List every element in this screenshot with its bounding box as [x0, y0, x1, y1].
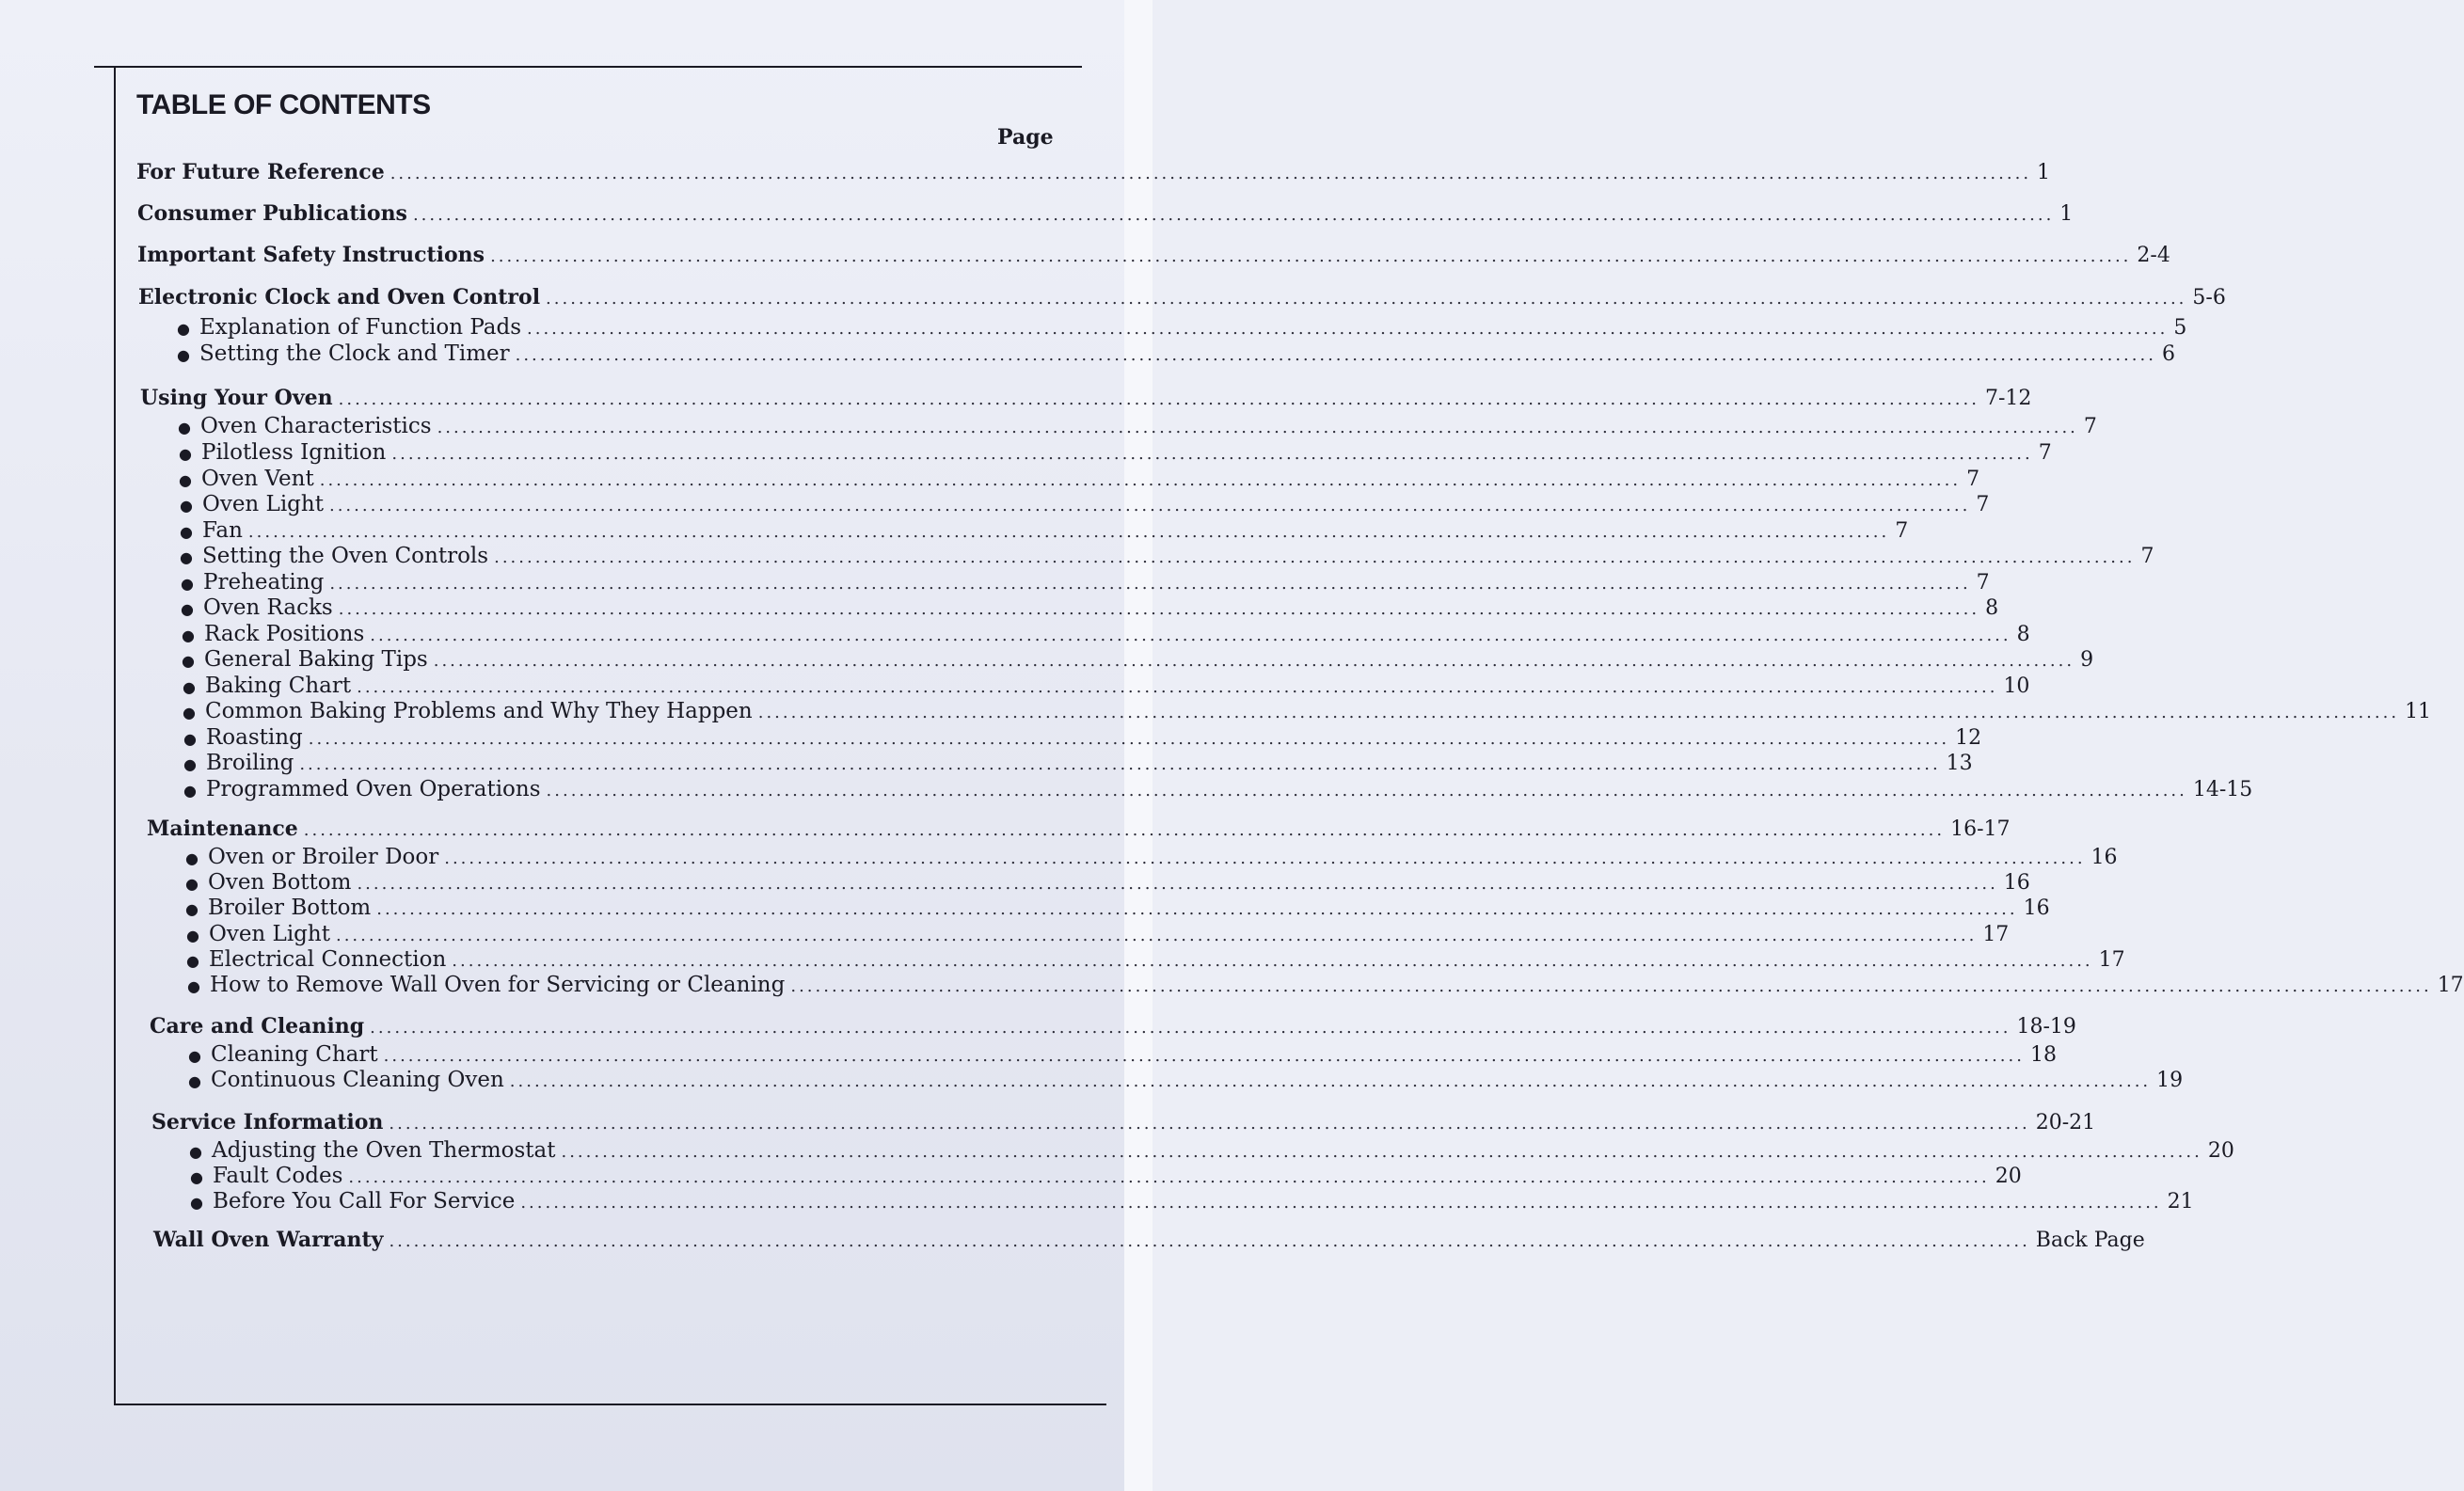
dot-leader: ........................................................................................................................................................................................................ [376, 899, 2018, 919]
toc-subentry [182, 647, 2094, 672]
toc-entry-page: Back Page [2035, 1229, 2145, 1252]
bullet-icon: ● [186, 952, 199, 970]
bullet-icon: ● [190, 1168, 203, 1186]
toc-subentry [182, 622, 2030, 646]
toc-entry-page: 20 [2207, 1139, 2234, 1163]
dot-leader: ........................................................................................................................................................................................................ [412, 205, 2055, 225]
toc-entry-page: 5 [2173, 316, 2187, 340]
toc-entry-page: 17 [2098, 948, 2125, 972]
toc-section-entry [136, 160, 2051, 184]
toc-entry-page: 16 [2090, 846, 2118, 869]
toc-section-entry [140, 386, 2032, 410]
toc-entry-page: 9 [2080, 648, 2094, 672]
toc-section-entry [147, 817, 2011, 841]
dot-leader: ........................................................................................................................................................................................................ [509, 1071, 2152, 1091]
toc-entry-page: 8 [1985, 596, 1999, 620]
dot-leader: ........................................................................................................................................................................................................ [444, 849, 2086, 868]
toc-subentry [190, 1164, 2022, 1188]
toc-subentry [180, 544, 2154, 568]
toc-subentry [185, 845, 2118, 869]
bullet-icon: ● [180, 497, 193, 515]
toc-entry-page: 20 [1995, 1165, 2022, 1188]
dot-leader: ........................................................................................................................................................................................................ [433, 651, 2075, 671]
toc-subentry [188, 1042, 2057, 1067]
dot-leader: ........................................................................................................................................................................................................ [527, 319, 2169, 339]
toc-subentry [183, 777, 2253, 801]
dot-leader: ........................................................................................................................................................................................................ [391, 444, 2033, 464]
toc-subentry [179, 440, 2052, 465]
toc-subentry [189, 1138, 2234, 1163]
bullet-icon: ● [183, 782, 197, 800]
dot-leader: ........................................................................................................................................................................................................ [319, 470, 1962, 490]
toc-entry-label: Electrical Connection [208, 947, 447, 972]
toc-entry-label: Oven Light [208, 922, 330, 946]
bullet-icon: ● [180, 548, 193, 566]
toc-entry-page: 18 [2029, 1043, 2057, 1067]
toc-section-entry [150, 1014, 2076, 1039]
dot-leader: ........................................................................................................................................................................................................ [338, 389, 1979, 409]
toc-section-entry [153, 1228, 2145, 1252]
toc-entry-page: 19 [2156, 1069, 2184, 1092]
toc-entry-label: Adjusting the Oven Thermostat [211, 1138, 556, 1163]
dot-leader: ........................................................................................................................................................................................................ [303, 820, 1946, 840]
toc-entry-page: 8 [2016, 623, 2030, 646]
toc-subentry [177, 341, 2175, 366]
bullet-icon: ● [186, 927, 199, 944]
toc-subentry [183, 674, 2030, 698]
bullet-icon: ● [183, 704, 196, 722]
bullet-icon: ● [182, 627, 195, 644]
bullet-icon: ● [190, 1194, 203, 1212]
toc-entry-page: 14-15 [2192, 778, 2253, 801]
toc-entry-page: 6 [2161, 342, 2175, 366]
toc-entry-label: Important Safety Instructions [137, 243, 485, 267]
bullet-icon: ● [189, 1143, 202, 1161]
toc-subentry [185, 870, 2030, 895]
dot-leader: ........................................................................................................................................................................................................ [790, 976, 2432, 996]
dot-leader: ........................................................................................................................................................................................................ [247, 522, 1890, 542]
toc-entry-label: Rack Positions [203, 622, 365, 646]
toc-subentry [181, 570, 1990, 595]
toc-entry-label: Oven Bottom [207, 870, 352, 895]
toc-subentry [181, 595, 1999, 620]
bullet-icon: ● [183, 678, 196, 696]
dot-leader: ........................................................................................................................................................................................................ [357, 677, 1998, 697]
dot-leader: ........................................................................................................................................................................................................ [520, 1193, 2162, 1213]
dot-leader: ........................................................................................................................................................................................................ [515, 345, 2156, 365]
toc-entry-page: 21 [2167, 1190, 2194, 1213]
dot-leader: ........................................................................................................................................................................................................ [757, 703, 2400, 722]
toc-entry-page: 16 [2003, 871, 2030, 895]
dot-leader: ........................................................................................................................................................................................................ [546, 781, 2187, 801]
toc-entry-label: Fault Codes [212, 1164, 343, 1188]
toc-entry-label: Common Baking Problems and Why They Happen [204, 699, 753, 723]
toc-entry-label: Consumer Publications [137, 201, 407, 226]
toc-entry-label: Oven or Broiler Door [207, 845, 439, 869]
bullet-icon: ● [178, 419, 191, 436]
dot-leader: ........................................................................................................................................................................................................ [546, 289, 2187, 309]
bullet-icon: ● [179, 471, 192, 489]
toc-entry-label: Cleaning Chart [210, 1042, 378, 1067]
dot-leader: ........................................................................................................................................................................................................ [357, 874, 1998, 894]
dot-leader: ........................................................................................................................................................................................................ [389, 164, 2032, 183]
toc-entry-label: Broiler Bottom [207, 896, 372, 920]
toc-entry-page: 17 [2437, 974, 2464, 997]
toc-entry-label: Service Information [151, 1110, 384, 1134]
dot-leader: ........................................................................................................................................................................................................ [370, 626, 2011, 645]
toc-entry-page: 11 [2405, 700, 2432, 723]
dot-leader: ........................................................................................................................................................................................................ [452, 951, 2093, 971]
toc-entry-page: 7 [2140, 545, 2154, 568]
toc-entry-page: 7 [1976, 571, 1990, 595]
bullet-icon: ● [177, 346, 190, 364]
bullet-icon: ● [179, 445, 192, 463]
toc-entry-label: General Baking Tips [203, 647, 428, 672]
toc-subentry [178, 414, 2097, 438]
toc-entry-label: How to Remove Wall Oven for Servicing or Cleaning [209, 973, 786, 997]
dot-leader: ........................................................................................................................................................................................................ [348, 1167, 1990, 1187]
dot-leader: ........................................................................................................................................................................................................ [437, 418, 2078, 437]
toc-subentry [186, 947, 2125, 972]
toc-entry-page: 17 [1982, 923, 2010, 946]
toc-entry-page: 2-4 [2137, 244, 2170, 267]
bullet-icon: ● [177, 320, 190, 338]
page-column-heading: Page [997, 125, 1054, 150]
toc-entry-page: 13 [1946, 752, 1973, 775]
bullet-icon: ● [188, 1072, 201, 1090]
toc-entry-label: Oven Characteristics [199, 414, 432, 438]
dot-leader: ........................................................................................................................................................................................................ [370, 1018, 2011, 1038]
toc-entry-label: Fan [201, 518, 243, 543]
toc-subentry [177, 315, 2187, 340]
toc-subentry [187, 973, 2464, 997]
bullet-icon: ● [185, 900, 199, 918]
bullet-icon: ● [183, 730, 197, 748]
bullet-icon: ● [187, 977, 200, 995]
toc-entry-label: Setting the Oven Controls [201, 544, 489, 568]
page-title: TABLE OF CONTENTS [136, 89, 431, 120]
toc-section-entry [137, 201, 2074, 226]
dot-leader: ........................................................................................................................................................................................................ [308, 729, 1950, 749]
bullet-icon: ● [183, 755, 197, 773]
toc-entry-page: 5-6 [2192, 286, 2226, 309]
toc-entry-label: Roasting [205, 725, 303, 750]
toc-entry-page: 7 [1966, 468, 1980, 491]
dot-leader: ........................................................................................................................................................................................................ [389, 1114, 2030, 1134]
toc-entry-label: Electronic Clock and Oven Control [138, 285, 541, 309]
toc-entry-page: 16-17 [1950, 817, 2011, 841]
toc-entry-page: 7 [2083, 415, 2097, 438]
toc-subentry [183, 725, 1982, 750]
toc-entry-page: 1 [2037, 161, 2051, 184]
bullet-icon: ● [188, 1047, 201, 1065]
toc-subentry [190, 1189, 2194, 1213]
toc-entry-label: Preheating [202, 570, 325, 595]
toc-entry-label: Using Your Oven [140, 386, 333, 410]
toc-entry-label: Maintenance [147, 817, 298, 841]
toc-entry-page: 20-21 [2035, 1111, 2096, 1134]
dot-leader: ........................................................................................................................................................................................................ [389, 1231, 2030, 1251]
toc-entry-label: Before You Call For Service [212, 1189, 516, 1213]
toc-subentry [188, 1068, 2184, 1092]
toc-section-entry [151, 1110, 2096, 1134]
toc-entry-page: 7 [1976, 493, 1990, 516]
dot-leader: ........................................................................................................................................................................................................ [338, 599, 1980, 619]
toc-entry-page: 16 [2023, 896, 2050, 920]
toc-entry-label: Broiling [205, 751, 294, 775]
toc-entry-label: Oven Light [201, 492, 324, 516]
toc-entry-label: Oven Racks [202, 595, 333, 620]
bullet-icon: ● [181, 575, 194, 593]
dot-leader: ........................................................................................................................................................................................................ [329, 574, 1971, 594]
toc-entry-page: 1 [2059, 202, 2074, 226]
toc-section-entry [138, 285, 2226, 309]
dot-leader: ........................................................................................................................................................................................................ [383, 1046, 2025, 1066]
toc-entry-page: 10 [2003, 674, 2030, 698]
bullet-icon: ● [182, 652, 195, 670]
toc-subentry [179, 467, 1980, 491]
toc-entry-label: Pilotless Ignition [200, 440, 387, 465]
toc-entry-page: 7 [2038, 441, 2052, 465]
toc-subentry [183, 699, 2432, 723]
toc-subentry [185, 896, 2050, 920]
toc-subentry [180, 518, 1909, 543]
toc-entry-page: 12 [1955, 726, 1982, 750]
toc-entry-label: Baking Chart [204, 674, 352, 698]
toc-entry-label: Continuous Cleaning Oven [210, 1068, 504, 1092]
bullet-icon: ● [180, 523, 193, 541]
toc-entry-label: Programmed Oven Operations [205, 777, 541, 801]
toc-entry-label: For Future Reference [136, 160, 385, 184]
toc-entry-page: 7-12 [1984, 387, 2032, 410]
toc-subentry [180, 492, 1990, 516]
dot-leader: ........................................................................................................................................................................................................ [335, 926, 1978, 945]
toc-subentry [183, 751, 1973, 775]
dot-leader: ........................................................................................................................................................................................................ [494, 547, 2136, 567]
toc-entry-label: Wall Oven Warranty [153, 1228, 384, 1252]
toc-entry-page: 7 [1895, 519, 1909, 543]
dot-leader: ........................................................................................................................................................................................................ [561, 1142, 2202, 1162]
dot-leader: ........................................................................................................................................................................................................ [490, 246, 2132, 266]
toc-entry-label: Explanation of Function Pads [199, 315, 522, 340]
toc-section-entry [137, 243, 2170, 267]
dot-leader: ........................................................................................................................................................................................................ [299, 754, 1941, 774]
bullet-icon: ● [181, 600, 194, 618]
bullet-icon: ● [185, 849, 199, 867]
toc-subentry [186, 922, 2010, 946]
toc-entry-label: Care and Cleaning [150, 1014, 365, 1039]
bullet-icon: ● [185, 875, 199, 893]
dot-leader: ........................................................................................................................................................................................................ [328, 496, 1971, 516]
toc-entry-page: 18-19 [2016, 1015, 2076, 1039]
toc-entry-label: Setting the Clock and Timer [199, 341, 510, 366]
toc-entry-label: Oven Vent [200, 467, 314, 491]
